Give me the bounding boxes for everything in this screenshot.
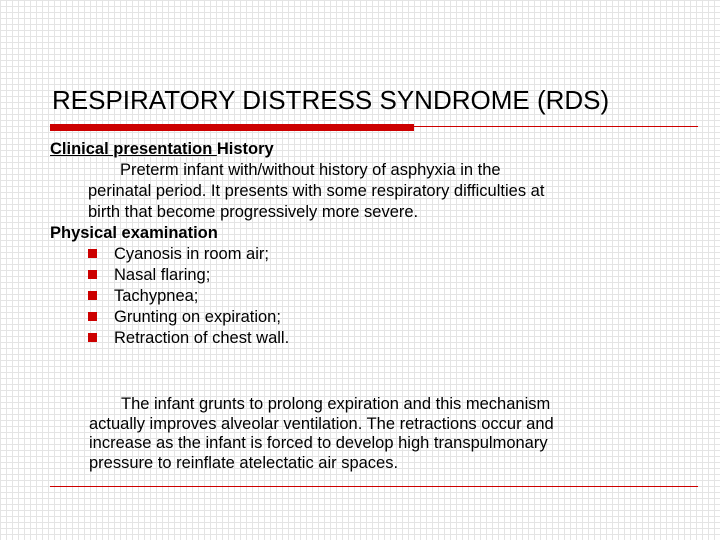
- square-bullet-icon: [88, 312, 97, 321]
- square-bullet-icon: [88, 291, 97, 300]
- mechanism-text-line: increase as the infant is forced to develop high transpulmonary: [89, 434, 548, 452]
- list-item-text: Nasal flaring;: [114, 266, 211, 284]
- clinical-heading: Clinical presentation: [50, 140, 217, 158]
- mechanism-text-line: actually improves alveolar ventilation. The retractions occur and: [89, 414, 554, 433]
- title-underline-accent: [50, 124, 414, 131]
- square-bullet-icon: [88, 333, 97, 342]
- list-item: [50, 328, 670, 349]
- footer-rule: [50, 486, 698, 487]
- list-item-text: Grunting on expiration;: [114, 308, 281, 326]
- list-item-text: Cyanosis in room air;: [114, 245, 269, 263]
- history-heading: History: [216, 140, 274, 158]
- list-item: [50, 244, 670, 265]
- list-item: [50, 286, 670, 307]
- mechanism-text-line: pressure to reinflate atelectatic air spaces.: [89, 453, 399, 472]
- list-item-text: Retraction of chest wall.: [114, 329, 290, 347]
- history-text-line: birth that become progressively more severe.: [88, 203, 419, 221]
- list-item: [50, 307, 670, 328]
- history-text-line: perinatal period. It presents with some respiratory difficulties at: [88, 182, 545, 200]
- square-bullet-icon: [88, 249, 97, 258]
- clinical-heading-line: [50, 139, 670, 160]
- mechanism-paragraph: [89, 395, 689, 473]
- mechanism-text-line: The infant grunts to prolong expiration and this mechanism: [121, 395, 551, 413]
- list-item: [50, 265, 670, 286]
- square-bullet-icon: [88, 270, 97, 279]
- physical-exam-heading: Physical examination: [50, 224, 218, 242]
- list-item-text: Tachypnea;: [114, 287, 199, 305]
- history-text-line: Preterm infant with/without history of asphyxia in the: [120, 161, 501, 179]
- slide-title: RESPIRATORY DISTRESS SYNDROME (RDS): [52, 85, 610, 115]
- slide-body: [50, 139, 670, 349]
